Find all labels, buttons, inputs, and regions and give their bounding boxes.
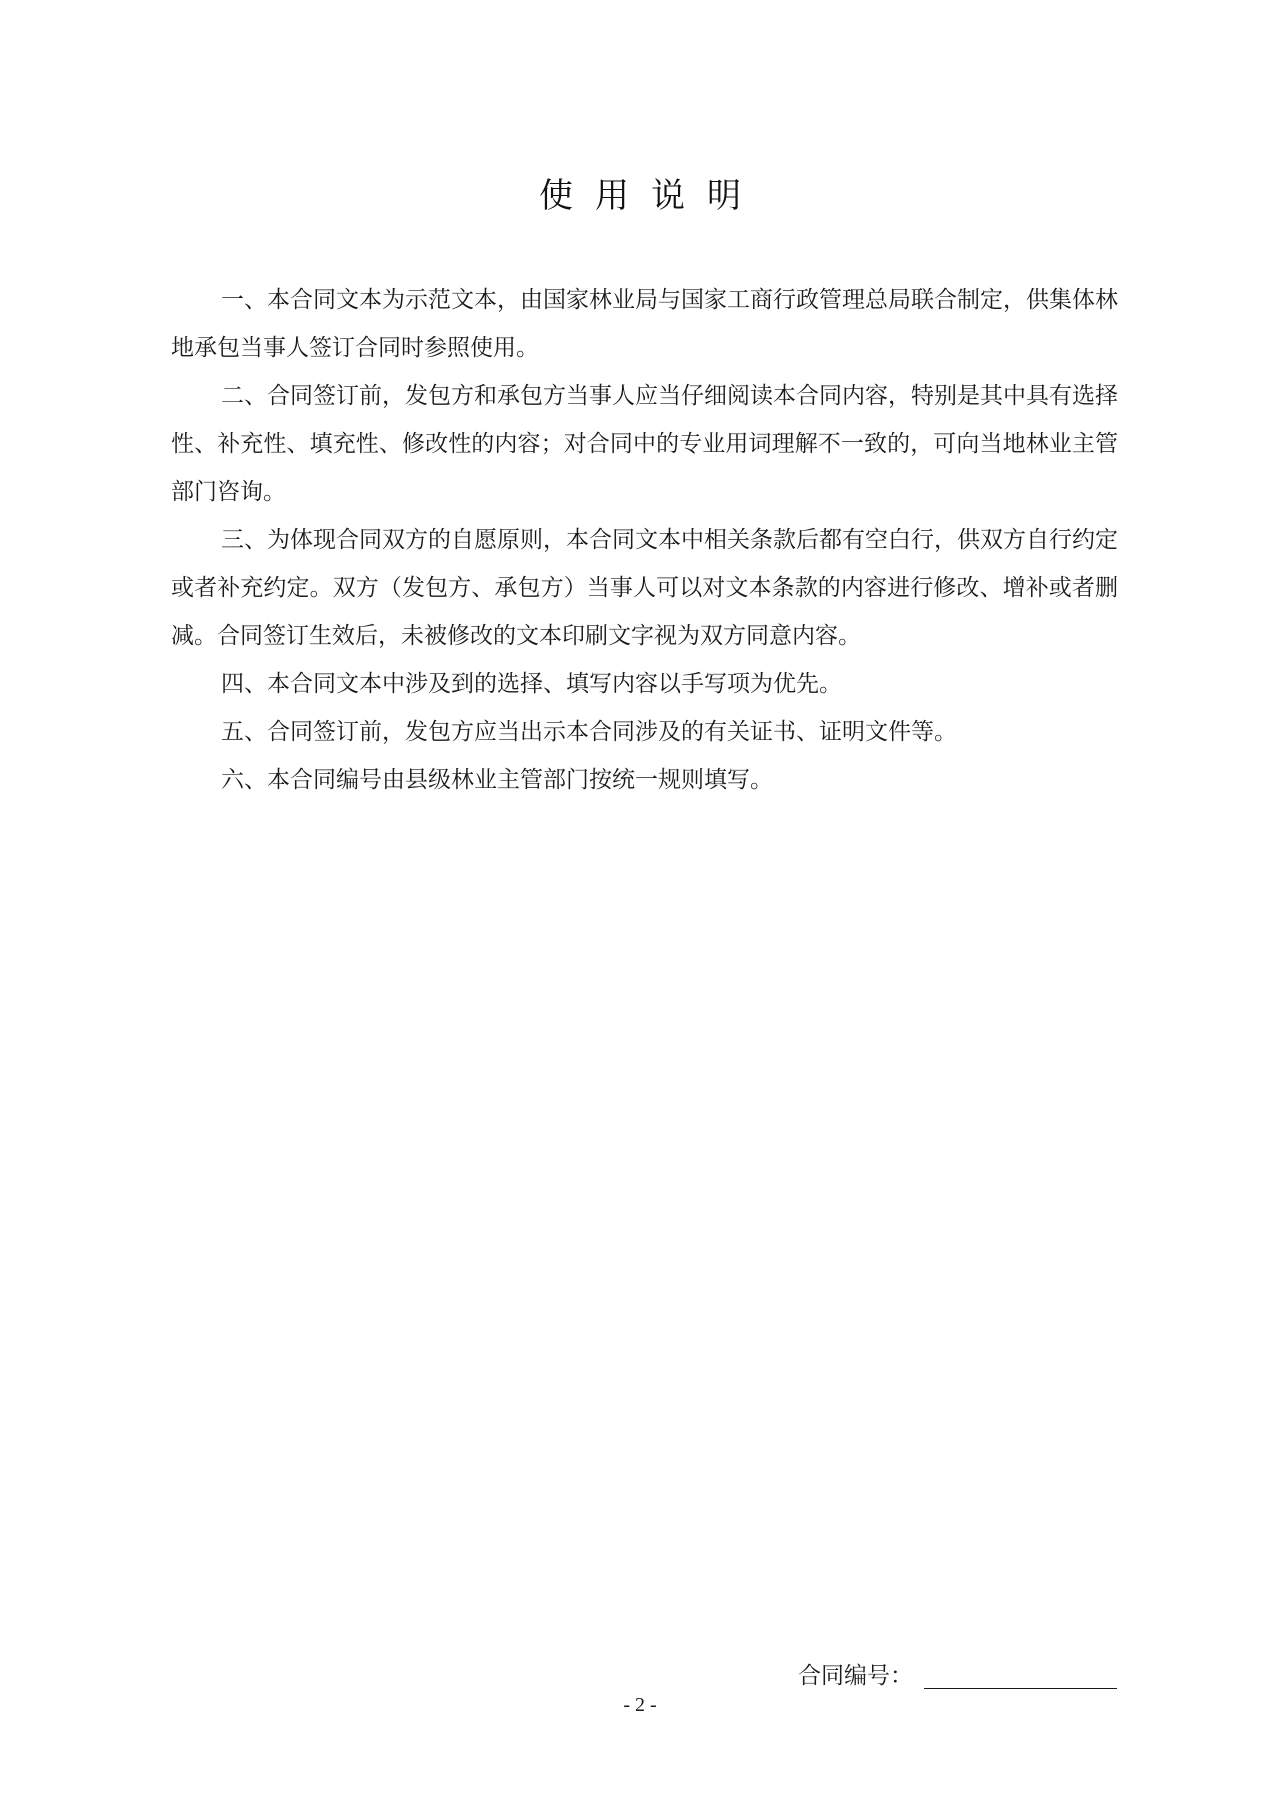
instruction-paragraph-1: 一、本合同文本为示范文本，由国家林业局与国家工商行政管理总局联合制定，供集体林地承包当事人签订合同时参照使用。 bbox=[171, 287, 1118, 361]
instructions-body bbox=[171, 276, 1118, 804]
page-title: 使用说明 bbox=[539, 176, 763, 216]
contract-number-blank-line bbox=[924, 1688, 1117, 1689]
instruction-paragraph-6: 六、本合同编号由县级林业主管部门按统一规则填写。 bbox=[221, 767, 773, 793]
page-number: - 2 - bbox=[623, 1694, 657, 1716]
contract-number-field bbox=[798, 1656, 1118, 1696]
instruction-paragraph-5: 五、合同签订前，发包方应当出示本合同涉及的有关证书、证明文件等。 bbox=[221, 719, 957, 745]
instruction-paragraph-2: 二、合同签订前，发包方和承包方当事人应当仔细阅读本合同内容，特别是其中具有选择性、补充性、填充性、修改性的内容；对合同中的专业用词理解不一致的，可向当地林业主管部门咨询。 bbox=[171, 383, 1118, 505]
instruction-paragraph-3: 三、为体现合同双方的自愿原则，本合同文本中相关条款后都有空白行，供双方自行约定或者补充约定。双方（发包方、承包方）当事人可以对文本条款的内容进行修改、增补或者删减。合同签订生效后，未被修改的文本印刷文字视为双方同意内容。 bbox=[171, 527, 1118, 649]
contract-number-label: 合同编号： bbox=[798, 1663, 913, 1689]
instruction-paragraph-4: 四、本合同文本中涉及到的选择、填写内容以手写项为优先。 bbox=[221, 671, 842, 697]
